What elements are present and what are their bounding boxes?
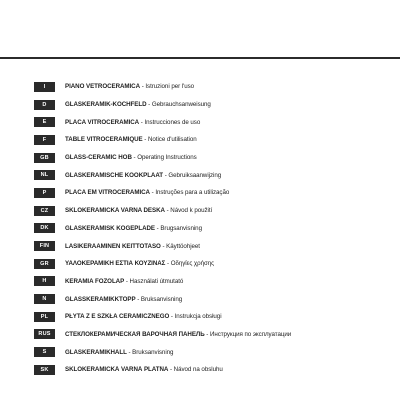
list-item <box>34 131 396 149</box>
list-item <box>34 149 396 167</box>
entry-text <box>65 189 396 196</box>
language-code-badge: PL <box>34 312 55 322</box>
entry-text <box>65 119 396 126</box>
manual-description: Návod k použití <box>170 207 213 215</box>
list-item <box>34 166 396 184</box>
product-title: GLASKERAMISCHE KOOKPLAAT <box>65 171 164 179</box>
manual-description: Instrukcja obsługi <box>174 313 222 321</box>
manual-description: Gebrauchsanweisung <box>151 101 211 109</box>
separator: - <box>204 330 210 338</box>
manual-description: Návod na obsluhu <box>173 366 223 374</box>
manual-description: Notice d'utilisation <box>147 136 197 144</box>
language-code-badge: GB <box>34 153 55 163</box>
separator: - <box>160 242 167 250</box>
entry-text <box>65 172 396 179</box>
entry-text <box>65 101 396 108</box>
list-item <box>34 113 396 131</box>
list-item <box>34 202 396 220</box>
list-item <box>34 220 396 238</box>
language-code-badge: CZ <box>34 206 55 216</box>
language-code-badge: N <box>34 294 55 304</box>
list-item <box>34 78 396 96</box>
product-title: SKLOKERAMICKÁ VARNÁ PLATŇA <box>65 366 169 374</box>
language-code-badge: NL <box>34 170 55 180</box>
entry-text <box>65 83 396 90</box>
separator: - <box>124 277 130 285</box>
language-code-badge: S <box>34 347 55 357</box>
list-item <box>34 308 396 326</box>
product-title: GLASKERAMIKHALL <box>65 348 127 356</box>
language-code-badge: H <box>34 276 55 286</box>
product-title: TABLE VITROCERAMIQUE <box>65 136 143 144</box>
product-title: GLASS-CERAMIC HOB <box>65 154 132 162</box>
entry-text <box>65 296 396 303</box>
product-title: ΥΑΛΟΚΕΡΑΜΙΚΗ ΕΣΤΙΑ ΚΟΥΖΙΝΑΣ <box>65 260 166 268</box>
manual-description: Istruzioni per l'uso <box>145 83 195 91</box>
entry-text <box>65 243 396 250</box>
language-code-badge: DK <box>34 223 55 233</box>
list-item <box>34 326 396 344</box>
manual-description: Οδηγίες χρήσης <box>170 260 215 268</box>
product-title: PLACA EM VITROCERAMICA <box>65 189 150 197</box>
separator: - <box>149 189 156 197</box>
manual-description: Bruksanvisning <box>140 295 183 303</box>
manual-description: Gebruiksaanwijzing <box>168 171 222 179</box>
language-code-badge: RUS <box>34 329 55 339</box>
language-code-badge: F <box>34 135 55 145</box>
language-code-badge: E <box>34 117 55 127</box>
product-title: GLASKERAMIK-KOCHFELD <box>65 101 147 109</box>
manual-description: Инструкция по эксплуатации <box>209 330 292 338</box>
language-code-badge: P <box>34 188 55 198</box>
list-item <box>34 290 396 308</box>
product-title: SKLOKERAMICKA VARNA DESKA <box>65 207 165 215</box>
list-item <box>34 361 396 379</box>
manual-description: Operating Instructions <box>137 154 197 162</box>
entry-text <box>65 207 396 214</box>
separator: - <box>131 154 138 162</box>
entry-text <box>65 331 396 338</box>
separator: - <box>142 136 148 144</box>
entry-text <box>65 154 396 161</box>
separator: - <box>146 101 152 109</box>
separator: - <box>135 295 141 303</box>
language-code-badge: D <box>34 100 55 110</box>
language-code-badge: I <box>34 82 55 92</box>
entry-text <box>65 278 396 285</box>
product-title: LASIKERAAMINEN KEITTOTASO <box>65 242 161 250</box>
separator: - <box>164 207 171 215</box>
product-title: PŁYTA Z E SZKŁA CERAMICZNEGO <box>65 313 170 321</box>
separator: - <box>139 118 145 126</box>
separator: - <box>126 348 133 356</box>
product-title: KERAMIA FOZOLAP <box>65 277 125 285</box>
separator: - <box>155 224 161 232</box>
manual-description: Instrucciones de uso <box>144 118 201 126</box>
entry-text <box>65 260 396 267</box>
manual-description: Bruksanvisning <box>132 348 174 356</box>
product-title: СТЕКЛОКЕРАМИЧЕСКАЯ ВАРОЧНАЯ ПАНЕЛЬ <box>65 330 205 338</box>
language-code-badge: SK <box>34 365 55 375</box>
manual-description: Käyttöohjeet <box>166 242 200 250</box>
list-item <box>34 343 396 361</box>
list-item <box>34 96 396 114</box>
language-list <box>34 78 396 379</box>
separator: - <box>140 83 146 91</box>
language-code-badge: FIN <box>34 241 55 251</box>
separator: - <box>169 313 175 321</box>
product-title: GLASKERAMISK KOGEPLADE <box>65 224 155 232</box>
entry-text <box>65 313 396 320</box>
manual-description: Instruções para a utilização <box>155 189 230 197</box>
list-item <box>34 237 396 255</box>
separator: - <box>163 171 169 179</box>
header-rule <box>0 57 400 59</box>
entry-text <box>65 136 396 143</box>
entry-text <box>65 349 396 356</box>
manual-description: Használati útmutató <box>129 277 184 285</box>
language-code-badge: GR <box>34 259 55 269</box>
list-item <box>34 273 396 291</box>
entry-text <box>65 225 396 232</box>
separator: - <box>168 366 174 374</box>
list-item <box>34 184 396 202</box>
manual-description: Brugsanvisning <box>160 224 202 232</box>
separator: - <box>165 260 171 268</box>
product-title: PLACA VITROCERAMICA <box>65 118 140 126</box>
entry-text <box>65 366 396 373</box>
list-item <box>34 255 396 273</box>
product-title: PIANO VETROCERAMICA <box>65 83 141 91</box>
product-title: GLASSKERAMIKKTOPP <box>65 295 136 303</box>
